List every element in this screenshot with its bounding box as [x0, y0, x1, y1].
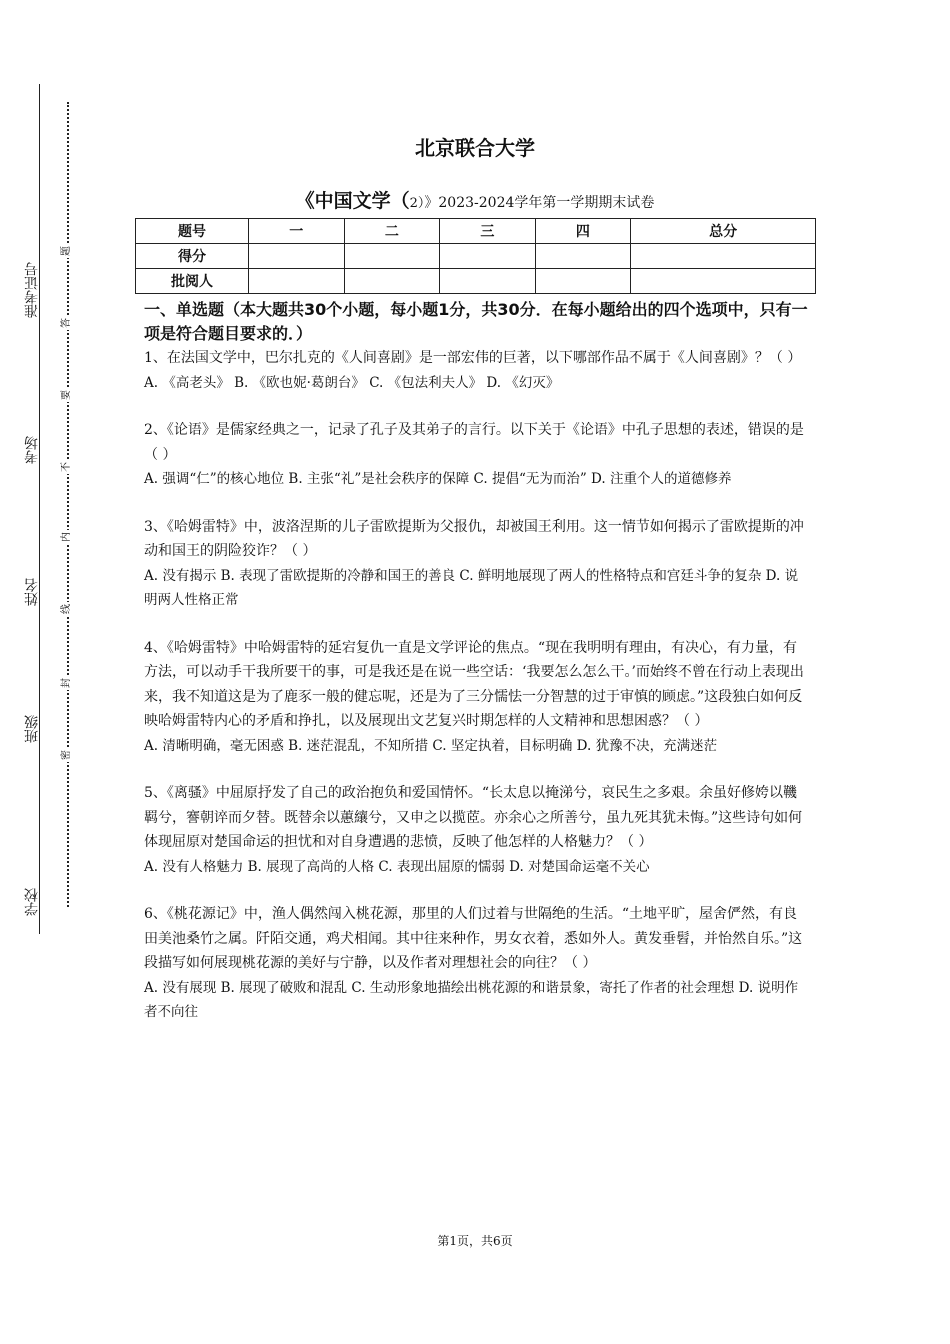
question-stem: 1、在法国文学中，巴尔扎克的《人间喜剧》是一部宏伟的巨著，以下哪部作品不属于《人间喜剧》？（ ） [144, 350, 802, 366]
score-header-cell: 二 [344, 219, 440, 244]
question-options: A. 没有人格魅力 B. 展现了高尚的人格 C. 表现出屈原的懦弱 D. 对楚国命运毫不关心 [144, 858, 650, 875]
question-block [144, 636, 809, 759]
question-options: A. 没有揭示 B. 表现了雷欧提斯的冷静和国王的善良 C. 鲜明地展现了两人的性格特点和宫廷斗争的复杂 D. 说明两人性格正常 [144, 567, 799, 608]
binding-label-exam-id: 准考证号 [24, 262, 40, 318]
page-footer: 第1页，共6页 [437, 1234, 513, 1248]
score-header-cell: 四 [535, 219, 631, 244]
binding-gap-char: 密 [61, 750, 72, 760]
score-header-cell: 一 [249, 219, 345, 244]
exam-subtitle [0, 186, 950, 213]
section-title: 一、单选题（本大题共30个小题，每小题1分，共30分．在每小题给出的四个选项中，只有一项是符合题目要求的．） [144, 300, 808, 343]
question-block [144, 418, 809, 492]
exam-term: 》2023-2024学年第一学期期末试卷 [424, 195, 655, 211]
binding-gap-char: 线 [61, 604, 72, 614]
course-name-open: 《中国文学（ [295, 190, 410, 212]
score-header-cell: 题号 [136, 219, 249, 244]
score-cell[interactable] [249, 269, 345, 294]
score-cell[interactable] [535, 269, 631, 294]
binding-gap-char: 要 [61, 390, 72, 400]
score-cell[interactable] [344, 269, 440, 294]
question-options: A. 《高老头》 B. 《欧也妮·葛朗台》 C. 《包法利夫人》 D. 《幻灭》 [144, 374, 560, 391]
score-table-row [136, 269, 816, 294]
question-stem: 2、《论语》是儒家经典之一，记录了孔子及其弟子的言行。以下关于《论语》中孔子思想的表述，错误的是（ ） [144, 422, 804, 463]
binding-gap-char: 内 [61, 532, 72, 542]
question-block [144, 781, 809, 879]
binding-dotted-line [67, 102, 69, 907]
binding-label-class: 班级 [24, 715, 40, 743]
question-stem: 6、《桃花源记》中，渔人偶然闯入桃花源，那里的人们过着与世隔绝的生活。“土地平旷，屋舍俨然，有良田美池桑竹之属。阡陌交通，鸡犬相闻。其中往来种作，男女衣着，悉如外人。黄发垂髫，并怡然自乐。”这段描写如何展现桃花源的美好与宁静，以及作者对理想社会的向往？（ ） [144, 906, 803, 971]
binding-gap-char: 不 [61, 462, 72, 472]
score-header-cell: 三 [440, 219, 536, 244]
question-block [144, 902, 809, 1025]
score-row-label: 得分 [136, 244, 249, 269]
score-row-label: 批阅人 [136, 269, 249, 294]
score-cell[interactable] [535, 244, 631, 269]
binding-gap-char: 题 [61, 246, 72, 256]
score-table [135, 218, 816, 294]
university-title: 北京联合大学 [415, 136, 535, 160]
score-cell[interactable] [631, 269, 816, 294]
exam-content [144, 298, 809, 1048]
score-header-cell: 总分 [631, 219, 816, 244]
question-stem: 5、《离骚》中屈原抒发了自己的政治抱负和爱国情怀。“长太息以掩涕兮，哀民生之多艰。余虽好修姱以鞿羁兮，謇朝谇而夕替。既替余以蕙纕兮，又申之以揽茝。亦余心之所善兮，虽九死其犹未悔。”这些诗句如何体现屈原对楚国命运的担忧和对自身遭遇的悲愤，反映了他怎样的人格魅力？（ ） [144, 785, 803, 850]
binding-label-name: 姓名 [24, 578, 40, 606]
question-options: A. 清晰明确，毫无困惑 B. 迷茫混乱，不知所措 C. 坚定执着，目标明确 D. 犹豫不决，充满迷茫 [144, 737, 718, 754]
score-cell[interactable] [631, 244, 816, 269]
question-stem: 4、《哈姆雷特》中哈姆雷特的延宕复仇一直是文学评论的焦点。“现在我明明有理由，有决心，有力量，有方法，可以动手干我所要干的事，可是我还是在说一些空话：‘我要怎么怎么干。’而始终不曾在行动上表现出来，我不知道这是为了鹿豕一般的健忘呢，还是为了三分懦怯一分智慧的过于审慎的顾虑。”这段独白如何反映哈姆雷特内心的矛盾和挣扎，以及展现出文艺复兴时期怎样的人文精神和思想困惑？（ ） [144, 639, 804, 729]
score-cell[interactable] [440, 269, 536, 294]
question-options: A. 没有展现 B. 展现了破败和混乱 C. 生动形象地描绘出桃花源的和谐景象，寄托了作者的社会理想 D. 说明作者不向往 [144, 979, 799, 1020]
score-cell[interactable] [249, 244, 345, 269]
binding-label-exam-room: 考场 [24, 436, 40, 464]
course-volume: 2） [409, 196, 425, 211]
score-table-header-row [136, 219, 816, 244]
question-block [144, 346, 809, 395]
question-options: A. 强调“仁”的核心地位 B. 主张“礼”是社会秩序的保障 C. 提倡“无为而治” D. 注重个人的道德修养 [144, 471, 732, 487]
binding-label-school: 学校 [24, 888, 40, 916]
question-block [144, 515, 809, 613]
binding-gap-char: 答 [61, 318, 72, 328]
score-cell[interactable] [440, 244, 536, 269]
score-table-row [136, 244, 816, 269]
question-stem: 3、《哈姆雷特》中，波洛涅斯的儿子雷欧提斯为父报仇，却被国王利用。这一情节如何揭示了雷欧提斯的冲动和国王的阴险狡诈？（ ） [144, 518, 804, 559]
binding-gap-char: 封 [61, 678, 72, 688]
score-cell[interactable] [344, 244, 440, 269]
